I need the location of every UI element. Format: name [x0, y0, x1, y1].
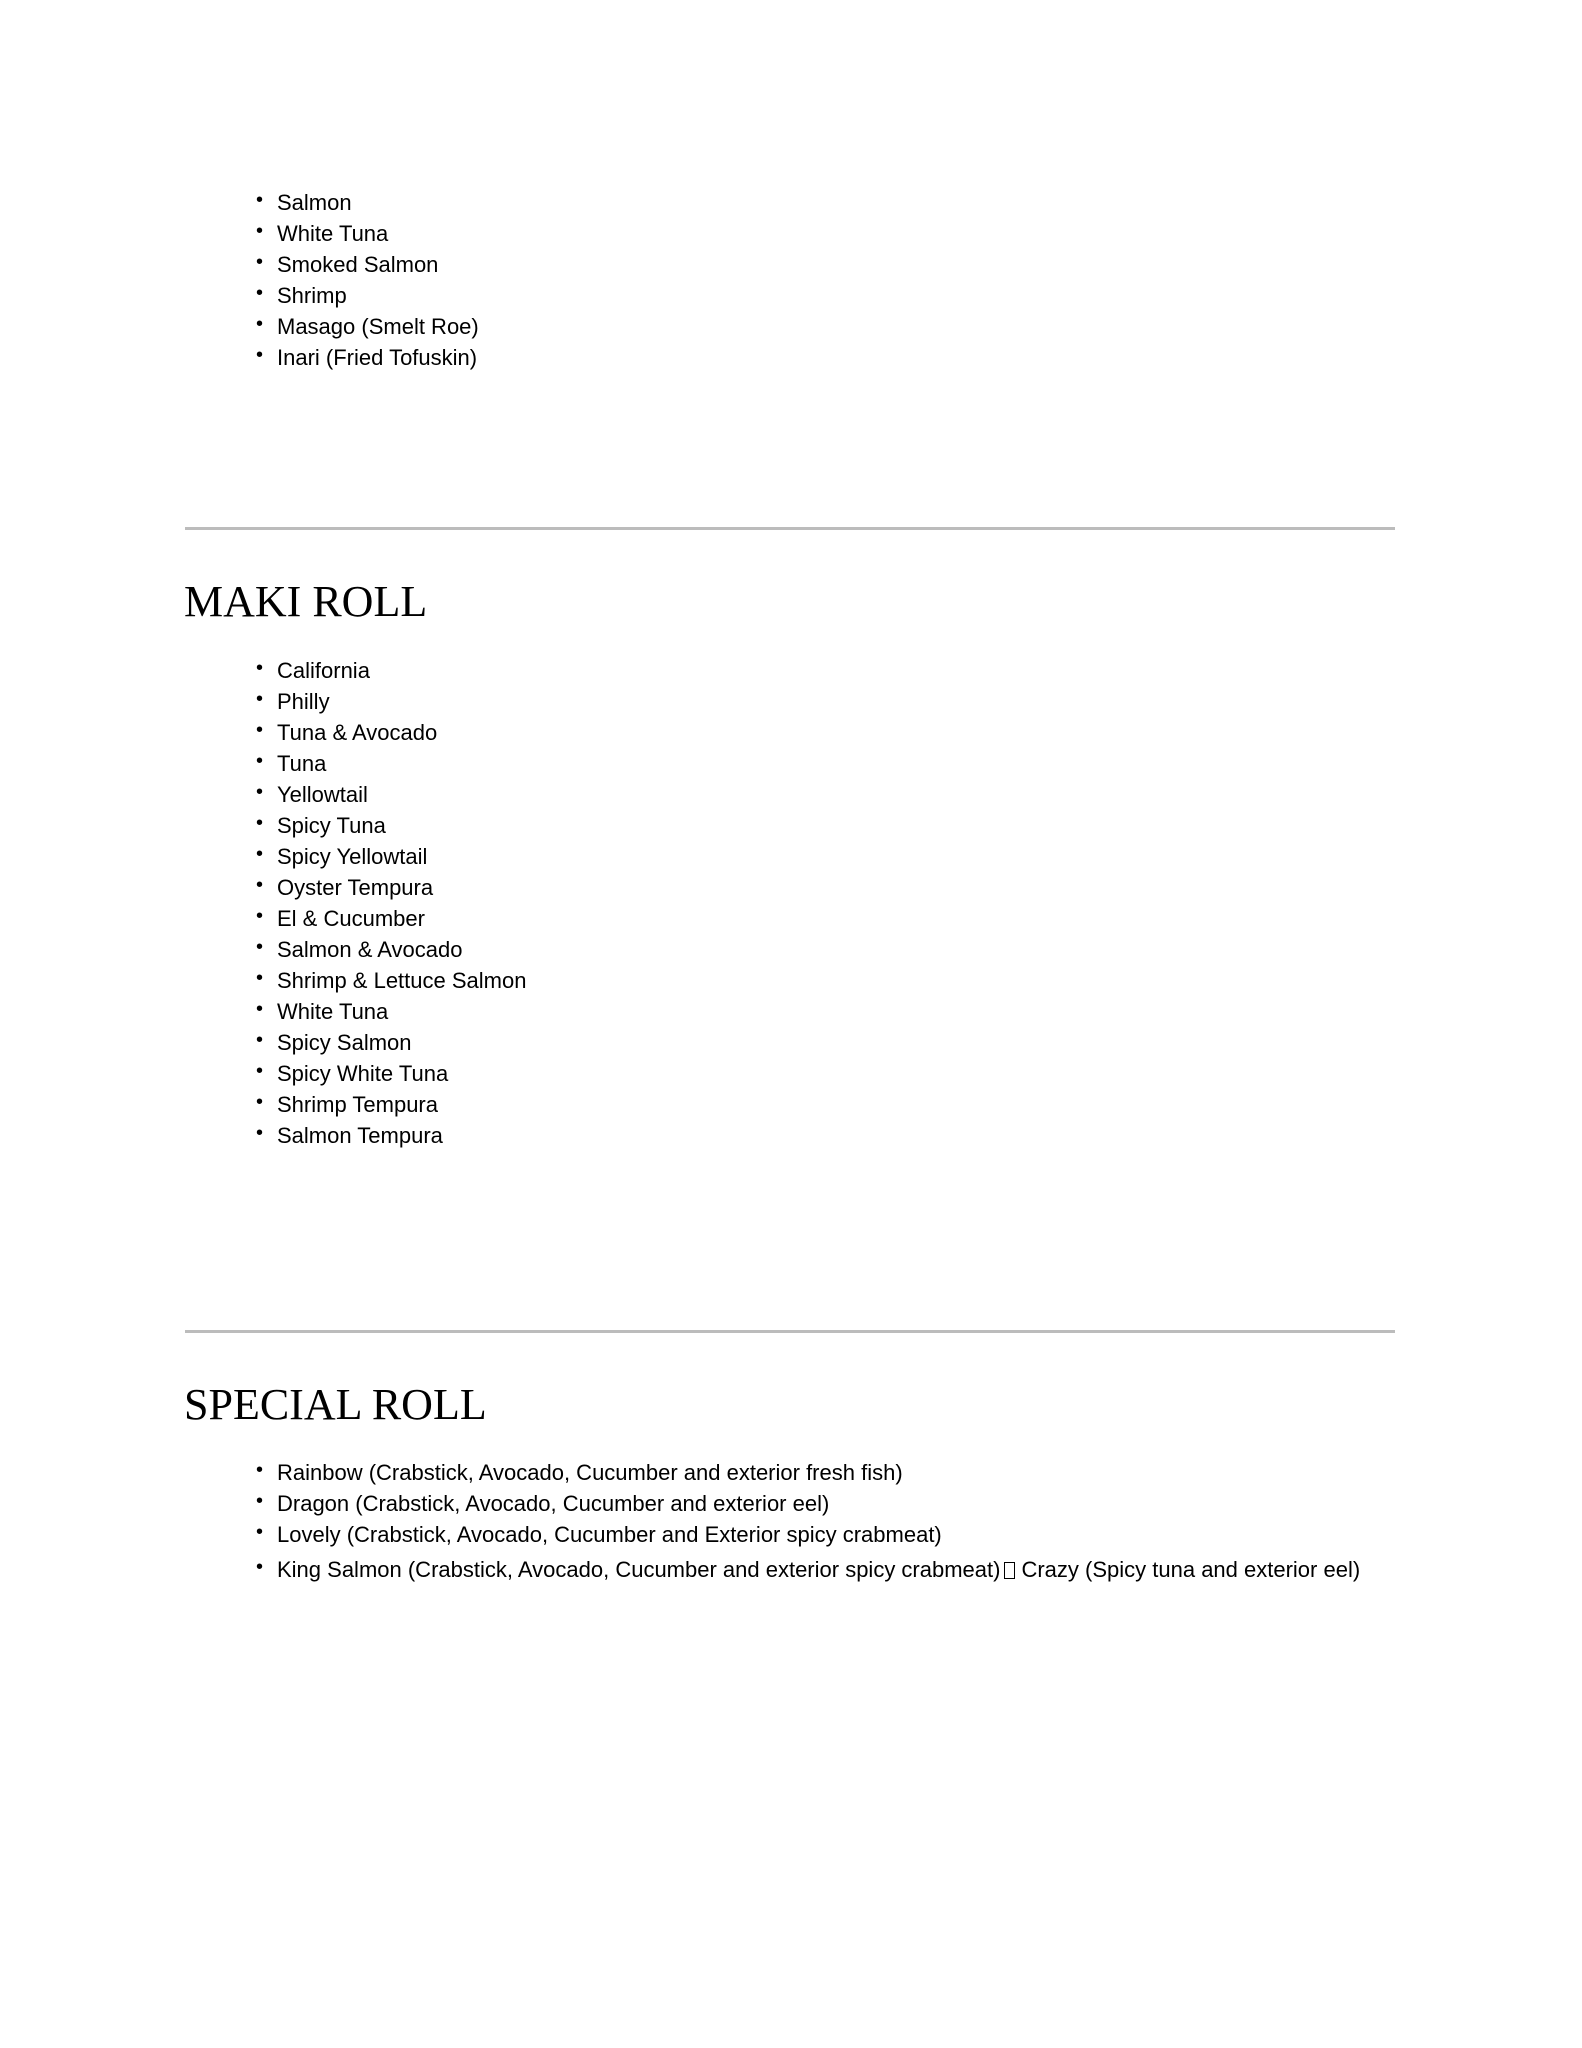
section-title-maki: MAKI ROLL: [184, 577, 428, 626]
list-item-text: King Salmon (Crabstick, Avocado, Cucumber and exterior spicy crabmeat): [277, 1557, 1001, 1582]
list-item: • Salmon Tempura: [256, 1120, 526, 1151]
list-item: • Dragon (Crabstick, Avocado, Cucumber and exterior eel): [256, 1488, 1360, 1519]
list-item: • Spicy Tuna: [256, 810, 526, 841]
list-item: • El & Cucumber: [256, 903, 526, 934]
list-item: • Shrimp: [256, 280, 479, 311]
maki-list: [256, 655, 526, 1151]
list-item: • Shrimp & Lettuce Salmon: [256, 965, 526, 996]
list-item: • Spicy White Tuna: [256, 1058, 526, 1089]
list-item: • Philly: [256, 686, 526, 717]
missing-glyph-icon: [1004, 1562, 1015, 1579]
list-item: • Smoked Salmon: [256, 249, 479, 280]
list-item: • Lovely (Crabstick, Avocado, Cucumber and Exterior spicy crabmeat): [256, 1519, 1360, 1550]
list-item: • California: [256, 655, 526, 686]
list-item: • Oyster Tempura: [256, 872, 526, 903]
section-divider: [185, 527, 1395, 530]
section-divider: [185, 1330, 1395, 1333]
list-item: • White Tuna: [256, 996, 526, 1027]
list-item: • Yellowtail: [256, 779, 526, 810]
nigiri-list: [256, 187, 479, 373]
list-item: [256, 1554, 1360, 1585]
list-item: • Tuna & Avocado: [256, 717, 526, 748]
list-item: • Spicy Salmon: [256, 1027, 526, 1058]
list-item: • White Tuna: [256, 218, 479, 249]
list-item: • Shrimp Tempura: [256, 1089, 526, 1120]
list-item: • Inari (Fried Tofuskin): [256, 342, 479, 373]
section-title-special: SPECIAL ROLL: [184, 1380, 487, 1429]
special-list: [256, 1457, 1360, 1585]
list-item-text: Crazy (Spicy tuna and exterior eel): [1021, 1557, 1361, 1582]
list-item: • Salmon & Avocado: [256, 934, 526, 965]
list-item: • Rainbow (Crabstick, Avocado, Cucumber and exterior fresh fish): [256, 1457, 1360, 1488]
list-item: • Masago (Smelt Roe): [256, 311, 479, 342]
list-item: • Tuna: [256, 748, 526, 779]
list-item: • Spicy Yellowtail: [256, 841, 526, 872]
list-item: • Salmon: [256, 187, 479, 218]
